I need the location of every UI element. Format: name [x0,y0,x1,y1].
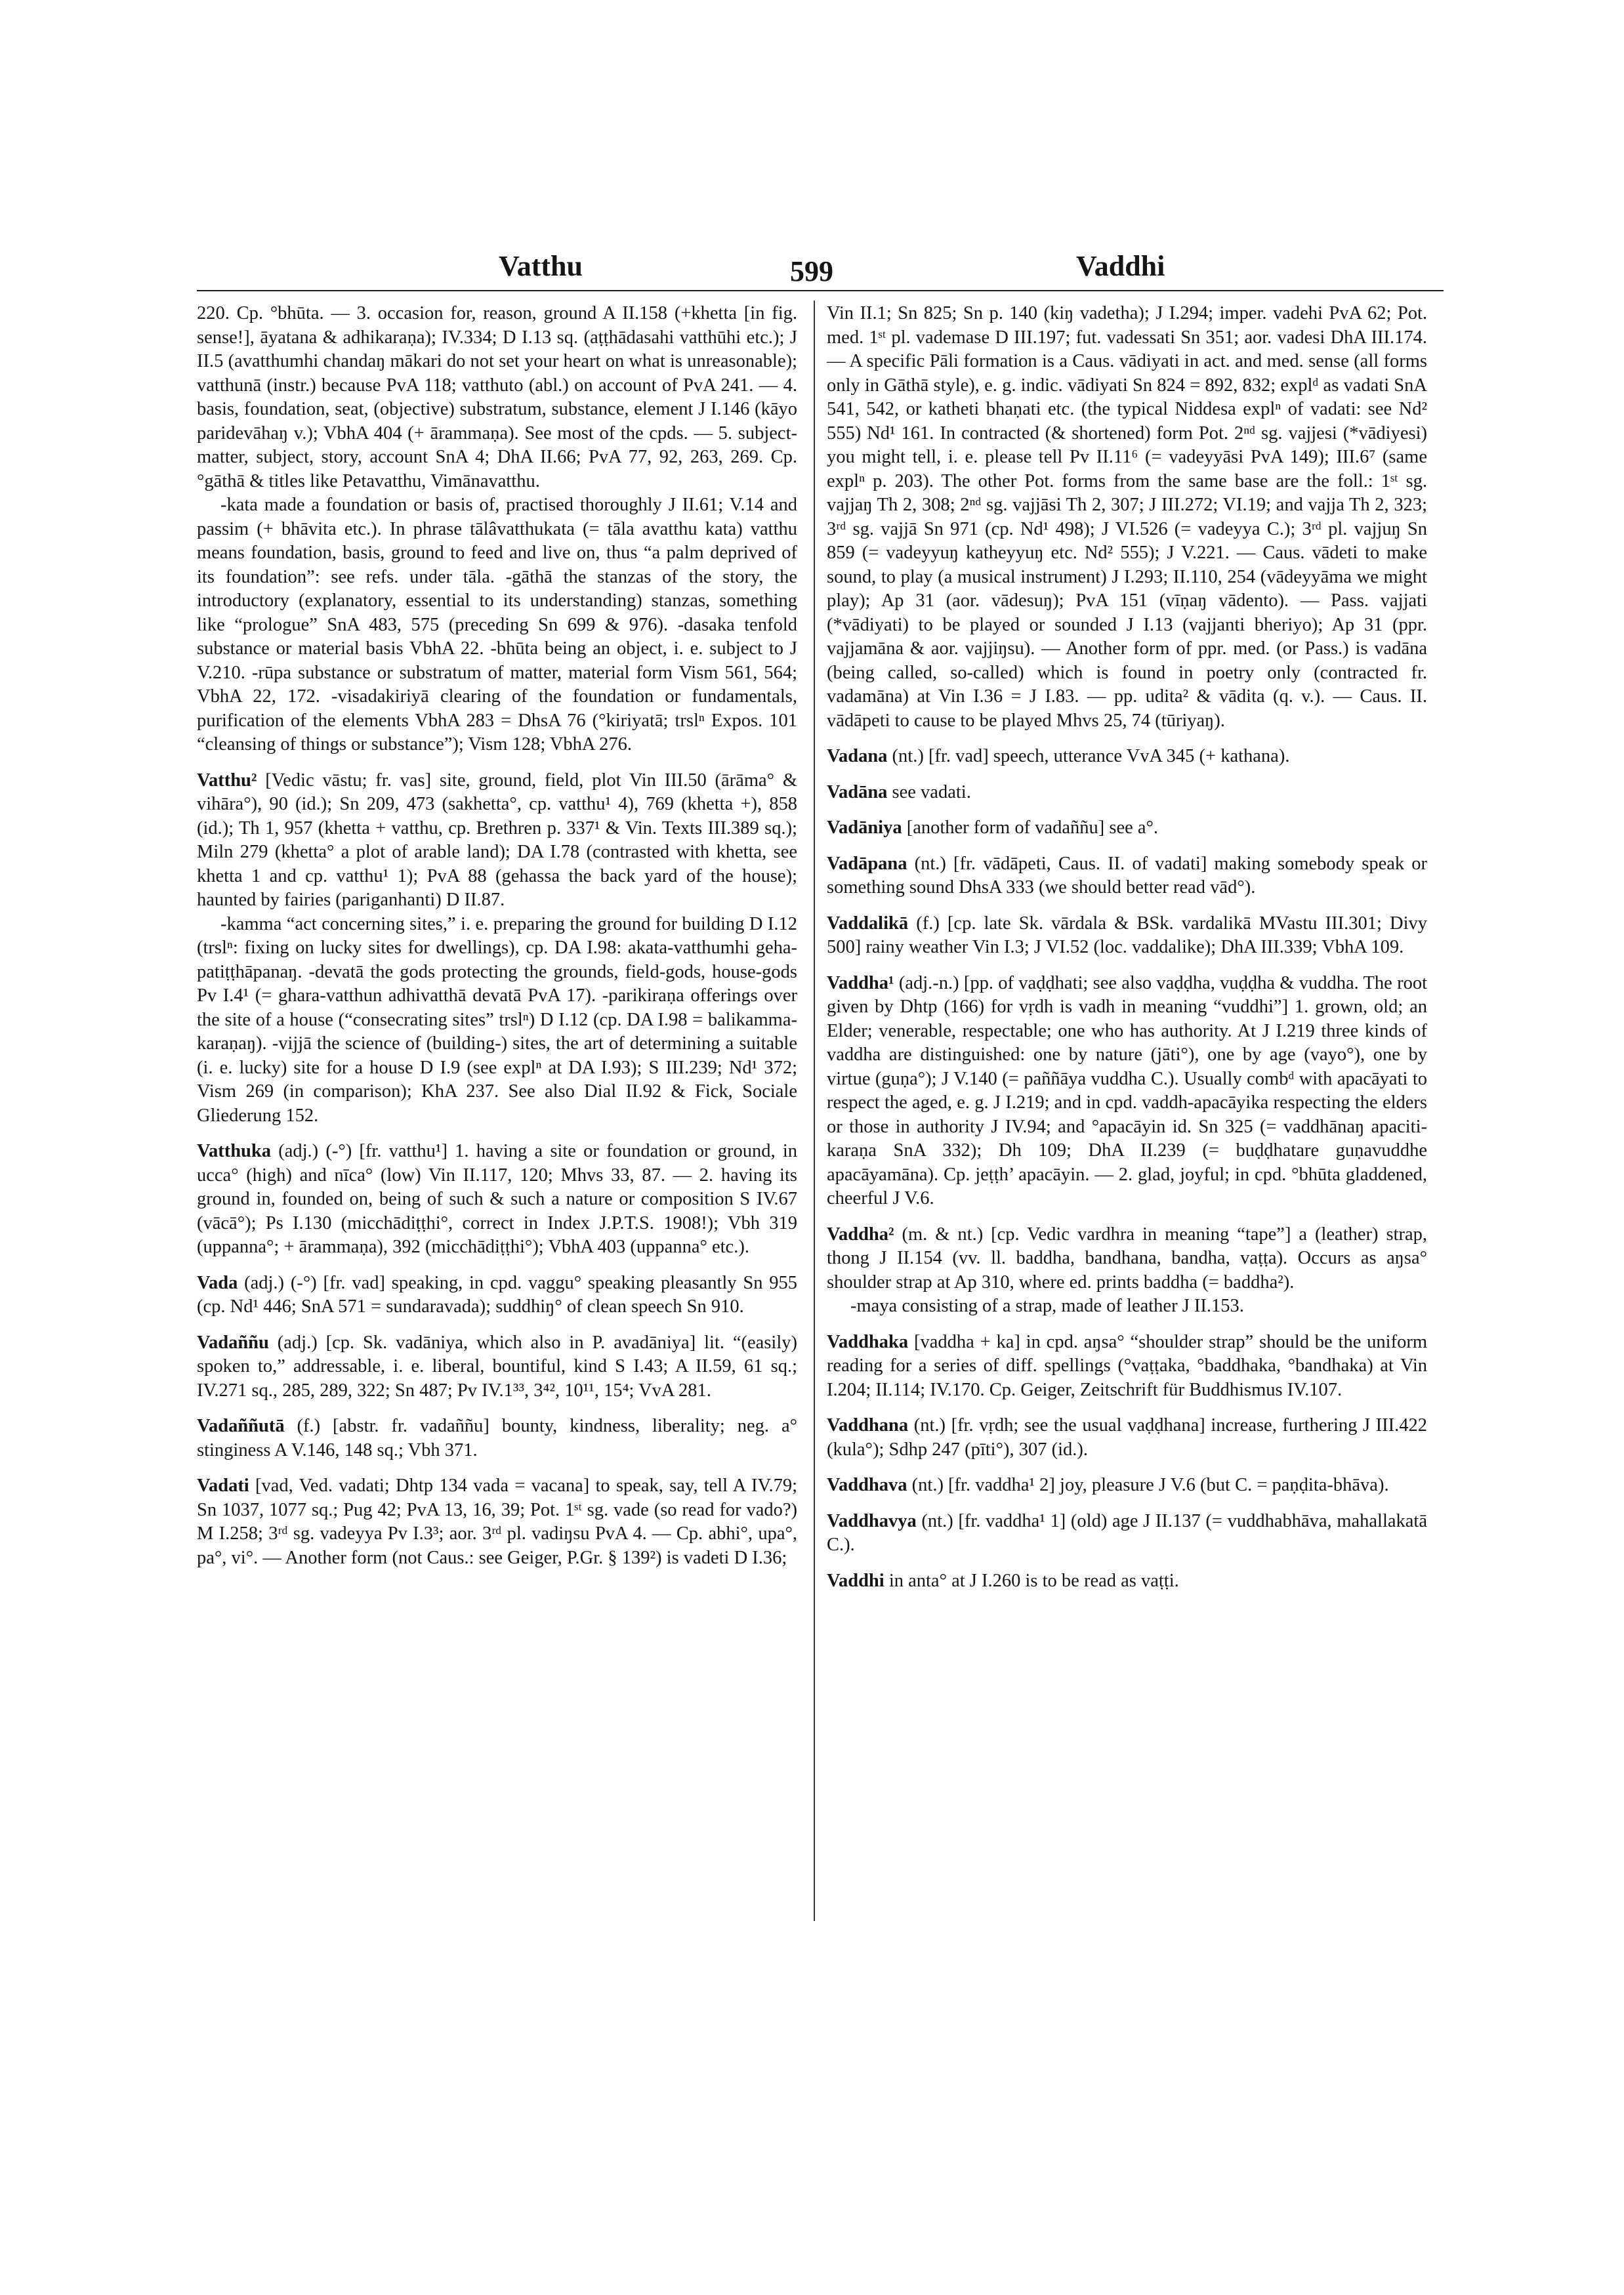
dictionary-entry: Vaddhaka [vaddha + ka] in cpd. aŋsa° “shoulder strap” should be the uniform reading for a series of diff. spellings (°vaṭṭaka, °baddhaka, °bandhaka) at Vin I.204; II.114; IV.170. Cp. Geiger, Zeitschrift für Buddhismus IV.107. [827,1331,1427,1400]
dictionary-entry: Vaddhana (nt.) [fr. vṛdh; see the usual vaḍḍhana] increase, furthering J III.422 (kula°); Sdhp 247 (pīti°), 307 (id.). [827,1415,1427,1460]
dictionary-entry: Vatthu² [Vedic vāstu; fr. vas] site, ground, field, plot Vin III.50 (ārāma° & vihāra°), 90 (id.); Sn 209, 473 (sakhetta°, cp. vatthu¹ 4), 769 (khetta +), 858 (id.); Th 1, 957 (khetta + vatthu, cp. Brethren p. 337¹ & Vin. Texts III.389 sq.); Miln 279 (khetta° a plot of arable land); DA I.78 (contrasted with khetta, see khetta 1 and cp. vatthu¹ 1); PvA 88 (gehassa the back yard of the house); haunted by fairies (pariganhanti) D II.87. [197,770,797,910]
right-column [827,302,1427,1593]
headword: Vadaññutā [197,1416,285,1436]
page-number: 599 [790,255,833,287]
dictionary-entry: Vaddhavya (nt.) [fr. vaddha¹ 1] (old) age J II.137 (= vuddhabhāva, mahallakatā C.). [827,1510,1427,1555]
headword: Vatthuka [197,1141,271,1161]
page-header [197,244,1444,290]
dictionary-entry: Vadati [vad, Ved. vadati; Dhtp 134 vada = vacana] to speak, say, tell A IV.79; Sn 1037, 1077 sq.; Pug 42; PvA 13, 16, 39; Pot. 1ˢᵗ sg. vade (so read for vado?) M I.258; 3ʳᵈ sg. vadeyya Pv I.3³; aor. 3ʳᵈ pl. vadiŋsu PvA 4. — Cp. abhi°, upa°, pa°, vi°. — Another form (not Caus.: see Geiger, P.Gr. § 139²) is vadeti D I.36; [197,1476,797,1568]
entry-continuation: 220. Cp. °bhūta. — 3. occasion for, reason, ground A II.158 (+khetta [in fig. sense!], āyatana & adhikaraṇa); IV.334; D I.13 sq. (aṭṭhādasahi vatthūhi etc.); J II.5 (avatthumhi chandaŋ mākari do not set your heart on what is unreasonable); vatthunā (instr.) because PvA 118; vatthuto (abl.) on account of PvA 241. — 4. basis, foundation, seat, (objective) substratum, substance, element J I.146 (kāyo paridevāhaŋ v.); VbhA 404 (+ ārammaṇa). See most of the cpds. — 5. subject-matter, subject, story, account SnA 4; DhA II.66; PvA 77, 92, 263, 269. Cp. °gāthā & titles like Petavatthu, Vimānavatthu. [197,303,797,491]
headword: Vadāniya [827,817,902,838]
compound-block: -kata made a foundation or basis of, practised thoroughly J II.61; V.14 and passim (+ bhāvita etc.). In phrase tālâvatthukata (= tāla avatthu kata) vatthu means foundation, basis, ground to feed and live on, thus “a palm deprived of its foundation”: see refs. under tāla. -gāthā the stanzas of the story, the introductory (explanatory, essential to its understanding) stanzas, something like “prologue” SnA 483, 575 (preceding Sn 699 & 976). -dasaka tenfold substance or material basis VbhA 22. -bhūta being an object, i. e. subject to J V.210. -rūpa substance or substratum of matter, material form Vism 561, 564; VbhA 22, 172. -visadakiriyā clearing of the foundation or fundamentals, purification of the elements VbhA 283 = DhsA 76 (°kiriyatā; trslⁿ Expos. 101 “cleansing of things or substance”); Vism 128; VbhA 276. [197,495,797,755]
headword: Vaddhana [827,1415,909,1436]
dictionary-entry: Vadāniya [another form of vadaññu] see a°. [827,817,1159,838]
header-rule [197,290,1444,291]
dictionary-entry: Vaddhi in anta° at J I.260 is to be read as vaṭṭi. [827,1570,1179,1591]
dictionary-entry: Vaddalikā (f.) [cp. late Sk. vārdala & BSk. vardalikā MVastu III.301; Divy 500] rainy weather Vin I.3; J VI.52 (loc. vaddalike); DhA III.339; VbhA 109. [827,913,1427,957]
header-left-word: Vatthu [499,250,583,282]
headword: Vatthu² [197,770,257,791]
dictionary-entry: Vadāna see vadati. [827,781,971,802]
headword: Vaddhi [827,1570,885,1591]
headword: Vaddha² [827,1224,894,1245]
dictionary-entry: Vada (adj.) (-°) [fr. vad] speaking, in cpd. vaggu° speaking pleasantly Sn 955 (cp. Nd¹ 446; SnA 571 = sundaravada); suddhiŋ° of clean speech Sn 910. [197,1272,797,1317]
headword: Vaddalikā [827,913,909,934]
headword: Vaddhava [827,1475,907,1495]
dictionary-entry: Vatthuka (adj.) (-°) [fr. vatthu¹] 1. having a site or foundation or ground, in ucca° (high) and nīca° (low) Vin II.117, 120; Mhvs 33, 87. — 2. having its ground in, founded on, being of such & such a nature or composition S IV.67 (vācā°); Ps I.130 (micchādiṭṭhi°, correct in Index J.P.T.S. 1908!); Vbh 319 (uppanna°; + ārammaṇa), 392 (micchādiṭṭhi°); VbhA 403 (uppanna° etc.). [197,1141,797,1257]
dictionary-entry: Vadaññutā (f.) [abstr. fr. vadaññu] bounty, kindness, liberality; neg. a° stinginess A V.146, 148 sq.; Vbh 371. [197,1416,797,1460]
dictionary-entry: Vadana (nt.) [fr. vad] speech, utterance VvA 345 (+ kathana). [827,746,1290,766]
headword: Vadana [827,746,888,766]
headword: Vadaññu [197,1332,269,1353]
dictionary-entry: Vaddha² (m. & nt.) [cp. Vedic vardhra in meaning “tape”] a (leather) strap, thong J II.154 (vv. ll. baddha, bandhana, bandha, vaṭṭa). Occurs as aŋsa° shoulder strap at Ap 310, where ed. prints baddha (= baddha²). [827,1224,1427,1292]
left-column [197,302,797,1570]
headword: Vaddhaka [827,1331,909,1352]
headword: Vadāpana [827,853,907,874]
entry-continuation: Vin II.1; Sn 825; Sn p. 140 (kiŋ vadetha); J I.294; imper. vadehi PvA 62; Pot. med. 1ˢᵗ pl. vademase D III.197; fut. vadessati Sn 351; aor. vadesi DhA III.174. — A specific Pāli formation is a Caus. vādiyati in act. and med. sense (all forms only in Gāthā style), e. g. indic. vādiyati Sn 824 = 892, 832; explᵈ as vadati SnA 541, 542, or katheti bhaṇati etc. (the typical Niddesa explⁿ of vadati: see Nd² 555) Nd¹ 161. In contracted (& shortened) form Pot. 2ⁿᵈ sg. vajjesi (*vādiyesi) you might tell, i. e. please tell Pv II.11⁶ (= vadeyyāsi PvA 149); III.6⁷ (same explⁿ p. 203). The other Pot. forms from the same base are the foll.: 1ˢᵗ sg. vajjaŋ Th 2, 308; 2ⁿᵈ sg. vajjāsi Th 2, 307; J III.272; VI.19; and vajja Th 2, 323; 3ʳᵈ sg. vajjā Sn 971 (cp. Nd¹ 498); J VI.526 (= vadeyya C.); 3ʳᵈ pl. vajjuŋ Sn 859 (= vadeyyuŋ katheyyuŋ etc. Nd² 555); J V.221. — Caus. vādeti to make sound, to play (a musical instrument) J I.293; II.110, 254 (vādeyyāma we might play); Ap 31 (aor. vādesuŋ); PvA 151 (vīṇaŋ vādento). — Pass. vajjati (*vādiyati) to be played or sounded J I.13 (vajjanti bheriyo); Ap 31 (ppr. vajjamāna & aor. vajjiŋsu). — Another form of ppr. med. (or Pass.) is vadāna (being called, so-called) which is found in poetry only (contracted fr. vadamāna) at Vin I.36 = J I.83. — pp. udita² & vādita (q. v.). — Caus. II. vādāpeti to cause to be played Mhvs 25, 74 (tūriyaŋ). [827,303,1427,731]
headword: Vaddhavya [827,1510,917,1531]
headword: Vadāna [827,781,888,802]
headword: Vada [197,1272,238,1293]
dictionary-entry: Vadaññu (adj.) [cp. Sk. vadāniya, which also in P. avadāniya] lit. “(easily) spoken to,” addressable, i. e. liberal, bountiful, kind S I.43; A II.59, 61 sq.; IV.271 sq., 285, 289, 322; Sn 487; Pv IV.1³³, 3⁴², 10¹¹, 15⁴; VvA 281. [197,1332,797,1401]
dictionary-entry: Vadāpana (nt.) [fr. vādāpeti, Caus. II. of vadati] making somebody speak or something sound DhsA 333 (we should better read vād°). [827,853,1427,898]
compound-block: -kamma “act concerning sites,” i. e. preparing the ground for building D I.12 (trslⁿ: fixing on lucky sites for dwellings), cp. DA I.98: akata-vatthumhi geha-patiṭṭhāpanaŋ. -devatā the gods protecting the grounds, field-gods, house-gods Pv I.4¹ (= ghara-vatthun adhivatthā devatā PvA 17). -parikiraṇa offerings over the site of a house (“consecrating sites” trslⁿ) D I.12 (cp. DA I.98 = balikamma-karaṇaŋ). -vijjā the science of (building-) sites, the art of determining a suitable (i. e. lucky) site for a house D I.9 (see explⁿ at DA I.93); S III.239; Nd¹ 372; Vism 269 (in comparison); KhA 237. See also Dial II.92 & Fick, Sociale Gliederung 152. [197,913,797,1126]
compound-block: -maya consisting of a strap, made of leather J II.153. [850,1296,1244,1316]
column-divider [814,300,815,1921]
dictionary-entry: Vaddha¹ (adj.-n.) [pp. of vaḍḍhati; see also vaḍḍha, vuḍḍha & vuddha. The root given by Dhtp (166) for vṛdh is vadh in meaning “vuddhi”] 1. grown, old; an Elder; venerable, respectable; one who has authority. At J I.219 three kinds of vaddha are distinguished: one by nature (jāti°), one by age (vayo°), one by virtue (guṇa°); J V.140 (= paññāya vuddha C.). Usually combᵈ with apacāyati to respect the aged, e. g. J I.219; and in cpd. vaddh-apacāyika respecting the elders or those in authority J IV.94; and °apacāyin id. Sn 325 (= vaddhānaŋ apaciti-karaṇa SnA 332); Dh 109; DhA II.239 (= buḍḍhatare guṇavuddhe apacāyamāna). Cp. jeṭṭh’ apacāyin. — 2. glad, joyful; in cpd. °bhūta gladdened, cheerful J V.6. [827,972,1427,1209]
headword: Vaddha¹ [827,972,894,993]
dictionary-entry: Vaddhava (nt.) [fr. vaddha¹ 2] joy, pleasure J V.6 (but C. = paṇḍita-bhāva). [827,1475,1389,1495]
header-right-word: Vaddhi [1076,250,1165,282]
headword: Vadati [197,1476,249,1496]
